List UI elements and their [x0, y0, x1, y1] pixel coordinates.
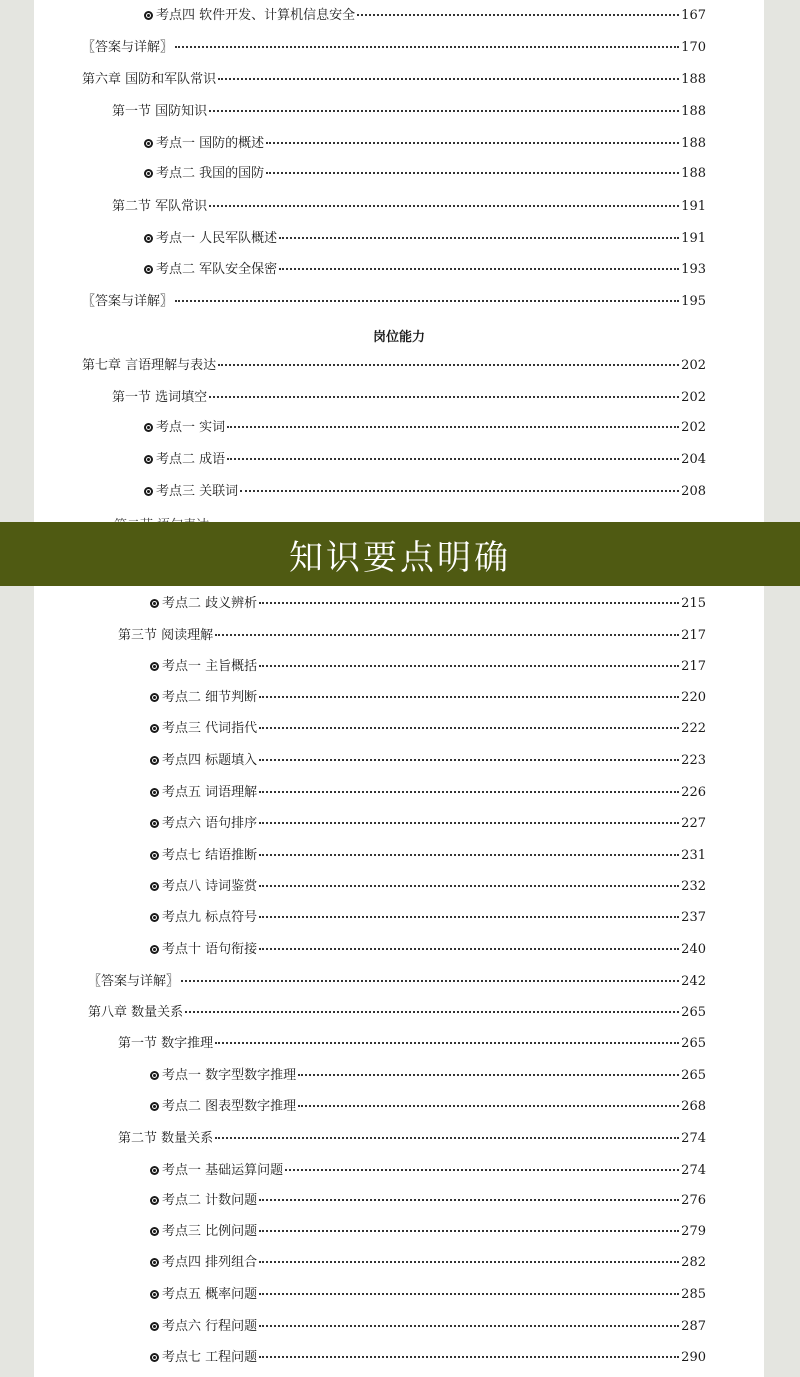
- section-heading: 岗位能力: [372, 330, 425, 345]
- toc-entry-label: [144, 452, 225, 468]
- toc-row: [150, 1224, 706, 1240]
- toc-entry-label: [150, 1350, 257, 1366]
- toc-row: [150, 1350, 706, 1366]
- toc-page-bottom: [34, 586, 764, 1377]
- toc-page-number: 170: [681, 40, 706, 55]
- dot-leader: [259, 947, 679, 950]
- dot-leader: [298, 1104, 679, 1107]
- toc-page-number: 188: [681, 136, 706, 151]
- toc-page-number: 167: [681, 8, 706, 23]
- toc-page-number: 204: [681, 452, 706, 467]
- toc-entry-text: 考点二 细节判断: [162, 690, 258, 705]
- bullet-circle-icon: [150, 599, 159, 608]
- toc-entry-text: 考点八 诗词鉴赏: [162, 879, 258, 894]
- toc-entry-label: [88, 1005, 183, 1021]
- toc-page-number: 191: [681, 199, 706, 214]
- toc-entry-label: [150, 910, 257, 926]
- bullet-circle-icon: [144, 487, 153, 496]
- toc-entry-label: [144, 484, 238, 500]
- toc-row: [82, 358, 706, 374]
- toc-entry-text: 考点二 成语: [156, 452, 226, 467]
- toc-entry-text: 第二节 军队常识: [112, 199, 208, 214]
- toc-row: [118, 1131, 706, 1147]
- toc-entry-label: [150, 1224, 257, 1240]
- bullet-circle-icon: [144, 265, 153, 274]
- toc-row: [150, 942, 706, 958]
- bullet-circle-icon: [150, 819, 159, 828]
- toc-entry-text: 考点一 基础运算问题: [162, 1163, 284, 1178]
- dot-leader: [259, 790, 679, 793]
- toc-entry-text: 考点四 排列组合: [162, 1255, 258, 1270]
- dot-leader: [259, 1260, 679, 1263]
- bullet-circle-icon: [150, 1071, 159, 1080]
- bullet-circle-icon: [150, 1227, 159, 1236]
- toc-entry-label: [82, 358, 216, 374]
- toc-entry-label: [150, 879, 257, 895]
- toc-entry-label: [118, 1131, 213, 1147]
- toc-entry-text: 考点六 语句排序: [162, 816, 258, 831]
- bullet-circle-icon: [144, 169, 153, 178]
- toc-entry-text: 考点五 词语理解: [162, 785, 258, 800]
- toc-page-number: 279: [681, 1224, 706, 1239]
- toc-page-number: 217: [681, 628, 706, 643]
- bullet-circle-icon: [150, 1353, 159, 1362]
- toc-entry-label: [118, 628, 213, 644]
- toc-entry-text: 第七章 言语理解与表达: [82, 358, 217, 373]
- dot-leader: [209, 395, 679, 398]
- toc-entry-text: 第六章 国防和军队常识: [82, 72, 217, 87]
- toc-entry-text: 考点九 标点符号: [162, 910, 258, 925]
- dot-leader: [209, 109, 679, 112]
- toc-entry-label: [150, 1163, 283, 1179]
- bullet-circle-icon: [150, 913, 159, 922]
- toc-page-number: 282: [681, 1255, 706, 1270]
- toc-row: [150, 785, 706, 801]
- toc-page-number: 237: [681, 910, 706, 925]
- toc-entry-text: 第一节 国防知识: [112, 104, 208, 119]
- toc-entry-text: 考点一 数字型数字推理: [162, 1068, 297, 1083]
- bullet-circle-icon: [150, 882, 159, 891]
- dot-leader: [227, 425, 679, 428]
- toc-entry-text: 第八章 数量关系: [88, 1005, 184, 1020]
- dot-leader: [240, 489, 679, 492]
- toc-row: [112, 104, 706, 120]
- bullet-circle-icon: [150, 693, 159, 702]
- bullet-circle-icon: [144, 234, 153, 243]
- toc-entry-label: [150, 1099, 296, 1115]
- toc-row: [150, 879, 706, 895]
- dot-leader: [259, 664, 679, 667]
- toc-entry-text: 考点一 国防的概述: [156, 136, 265, 151]
- toc-page-number: 274: [681, 1163, 706, 1178]
- toc-row: [144, 166, 706, 182]
- dot-leader: [215, 633, 679, 636]
- toc-entry-label: [82, 294, 173, 310]
- dot-leader: [259, 726, 679, 729]
- toc-page-number: 285: [681, 1287, 706, 1302]
- toc-page-number: 287: [681, 1319, 706, 1334]
- bullet-circle-icon: [150, 945, 159, 954]
- toc-page-number: 202: [681, 390, 706, 405]
- bullet-circle-icon: [150, 788, 159, 797]
- toc-entry-label: [82, 72, 216, 88]
- toc-entry-text: 考点二 计数问题: [162, 1193, 258, 1208]
- bullet-circle-icon: [144, 423, 153, 432]
- toc-row: [118, 1036, 706, 1052]
- bullet-circle-icon: [150, 1322, 159, 1331]
- dot-leader: [259, 695, 679, 698]
- toc-row: [150, 596, 706, 612]
- toc-row: [150, 1319, 706, 1335]
- toc-entry-label: [150, 1287, 257, 1303]
- dot-leader: [185, 1010, 679, 1013]
- toc-entry-label: [150, 721, 257, 737]
- toc-entry-text: 考点三 比例问题: [162, 1224, 258, 1239]
- toc-entry-label: [150, 942, 257, 958]
- toc-page-number: 188: [681, 104, 706, 119]
- toc-entry-label: [144, 8, 355, 24]
- toc-entry-label: [144, 420, 225, 436]
- toc-entry-label: [150, 1193, 257, 1209]
- toc-entry-label: [112, 199, 207, 215]
- dot-leader: [259, 884, 679, 887]
- toc-row: [150, 910, 706, 926]
- toc-entry-text: 考点一 实词: [156, 420, 226, 435]
- toc-entry-text: 考点二 图表型数字推理: [162, 1099, 297, 1114]
- dot-leader: [259, 915, 679, 918]
- toc-row: [150, 848, 706, 864]
- toc-entry-text: 〖答案与详解〗: [82, 294, 174, 309]
- toc-row: [150, 1287, 706, 1303]
- toc-entry-text: 第三节 阅读理解: [118, 628, 214, 643]
- dot-leader: [357, 13, 679, 16]
- dot-leader: [218, 363, 679, 366]
- toc-entry-label: [150, 1068, 296, 1084]
- toc-page-number: 193: [681, 262, 706, 277]
- dot-leader: [259, 1324, 679, 1327]
- bullet-circle-icon: [150, 1258, 159, 1267]
- toc-row: [118, 628, 706, 644]
- dot-leader: [175, 45, 679, 48]
- toc-row: [150, 659, 706, 675]
- toc-row: [150, 1255, 706, 1271]
- bullet-circle-icon: [144, 455, 153, 464]
- toc-entry-label: [150, 659, 257, 675]
- toc-entry-text: 〖答案与详解〗: [82, 40, 174, 55]
- bullet-circle-icon: [150, 1290, 159, 1299]
- toc-entry-label: [112, 104, 207, 120]
- dot-leader: [266, 171, 679, 174]
- toc-page-number: 242: [681, 974, 706, 989]
- toc-entry-label: [150, 848, 257, 864]
- toc-entry-text: 第一节 数字推理: [118, 1036, 214, 1051]
- toc-entry-text: 考点二 歧义辨析: [162, 596, 258, 611]
- toc-entry-text: 考点三 关联词: [156, 484, 239, 499]
- bullet-circle-icon: [150, 662, 159, 671]
- toc-row: [150, 1099, 706, 1115]
- toc-entry-label: [82, 40, 173, 56]
- toc-row: [144, 231, 706, 247]
- toc-entry-label: [144, 262, 277, 278]
- dot-leader: [215, 1041, 679, 1044]
- bullet-circle-icon: [150, 1166, 159, 1175]
- toc-page-number: 215: [681, 596, 706, 611]
- bullet-circle-icon: [144, 139, 153, 148]
- toc-row: [88, 974, 706, 990]
- toc-entry-label: [150, 596, 257, 612]
- toc-entry-label: [144, 136, 264, 152]
- dot-leader: [259, 758, 679, 761]
- toc-entry-label: [112, 390, 207, 406]
- banner-text: 知识要点明确: [289, 537, 511, 578]
- dot-leader: [266, 141, 679, 144]
- toc-page-number: 276: [681, 1193, 706, 1208]
- toc-page-number: 188: [681, 72, 706, 87]
- toc-row: [150, 1163, 706, 1179]
- toc-entry-text: 考点二 我国的国防: [156, 166, 265, 181]
- toc-entry-text: 考点三 代词指代: [162, 721, 258, 736]
- toc-entry-text: 考点二 军队安全保密: [156, 262, 278, 277]
- dot-leader: [227, 457, 679, 460]
- toc-page-number: 217: [681, 659, 706, 674]
- toc-entry-text: 〖答案与详解〗: [88, 974, 180, 989]
- toc-page-number: 231: [681, 848, 706, 863]
- toc-entry-text: 考点一 人民军队概述: [156, 231, 278, 246]
- dot-leader: [259, 601, 679, 604]
- bullet-circle-icon: [150, 1196, 159, 1205]
- toc-page-number: 232: [681, 879, 706, 894]
- toc-entry-label: [150, 1319, 257, 1335]
- toc-row: [144, 262, 706, 278]
- dot-leader: [259, 1198, 679, 1201]
- toc-entry-text: 考点五 概率问题: [162, 1287, 258, 1302]
- toc-page-number: 202: [681, 420, 706, 435]
- dot-leader: [298, 1073, 679, 1076]
- toc-entry-label: [150, 753, 257, 769]
- toc-entry-text: 考点一 主旨概括: [162, 659, 258, 674]
- toc-entry-label: [144, 166, 264, 182]
- dot-leader: [259, 1355, 679, 1358]
- toc-entry-text: 第一节 选词填空: [112, 390, 208, 405]
- toc-entry-text: 考点四 标题填入: [162, 753, 258, 768]
- toc-page-number: 208: [681, 484, 706, 499]
- toc-row: [144, 136, 706, 152]
- dot-leader: [175, 299, 679, 302]
- dot-leader: [259, 1229, 679, 1232]
- toc-entry-text: 考点十 语句衔接: [162, 942, 258, 957]
- dot-leader: [279, 267, 679, 270]
- toc-page-number: 188: [681, 166, 706, 181]
- toc-page-number: 202: [681, 358, 706, 373]
- toc-row: [82, 40, 706, 56]
- toc-entry-text: 考点四 软件开发、计算机信息安全: [156, 8, 356, 23]
- toc-row: [150, 1068, 706, 1084]
- toc-page-number: 223: [681, 753, 706, 768]
- toc-entry-text: 考点七 工程问题: [162, 1350, 258, 1365]
- toc-row: [112, 199, 706, 215]
- banner: [0, 522, 800, 586]
- dot-leader: [259, 821, 679, 824]
- toc-page-number: 222: [681, 721, 706, 736]
- toc-row: [112, 390, 706, 406]
- toc-row: [88, 1005, 706, 1021]
- toc-row: [144, 484, 706, 500]
- toc-row: [150, 721, 706, 737]
- toc-page-number: 274: [681, 1131, 706, 1146]
- dot-leader: [279, 236, 679, 239]
- bullet-circle-icon: [150, 1102, 159, 1111]
- toc-entry-label: [144, 231, 277, 247]
- toc-row: [150, 690, 706, 706]
- bullet-circle-icon: [144, 11, 153, 20]
- toc-page-number: 227: [681, 816, 706, 831]
- dot-leader: [259, 1292, 679, 1295]
- toc-entry-label: [150, 690, 257, 706]
- toc-page-number: 290: [681, 1350, 706, 1365]
- dot-leader: [215, 1136, 679, 1139]
- toc-row: [82, 294, 706, 310]
- toc-page-number: 226: [681, 785, 706, 800]
- bullet-circle-icon: [150, 724, 159, 733]
- toc-entry-text: 第二节 数量关系: [118, 1131, 214, 1146]
- toc-row: [144, 8, 706, 24]
- toc-row: [144, 420, 706, 436]
- toc-entry-label: [88, 974, 179, 990]
- dot-leader: [259, 853, 679, 856]
- dot-leader: [209, 204, 679, 207]
- dot-leader: [218, 77, 679, 80]
- toc-entry-label: [150, 1255, 257, 1271]
- toc-row: [150, 816, 706, 832]
- toc-page-number: 265: [681, 1005, 706, 1020]
- toc-entry-label: [150, 816, 257, 832]
- bullet-circle-icon: [150, 851, 159, 860]
- dot-leader: [285, 1168, 679, 1171]
- toc-page-number: 268: [681, 1099, 706, 1114]
- toc-row: [82, 72, 706, 88]
- toc-row: [150, 1193, 706, 1209]
- bullet-circle-icon: [150, 756, 159, 765]
- toc-entry-text: 考点七 结语推断: [162, 848, 258, 863]
- toc-page-top: [34, 0, 764, 522]
- toc-page-number: 191: [681, 231, 706, 246]
- toc-page-number: 220: [681, 690, 706, 705]
- toc-row: [150, 753, 706, 769]
- toc-page-number: 240: [681, 942, 706, 957]
- toc-entry-label: [150, 785, 257, 801]
- toc-page-number: 195: [681, 294, 706, 309]
- toc-entry-text: 考点六 行程问题: [162, 1319, 258, 1334]
- toc-entry-label: [118, 1036, 213, 1052]
- toc-page-number: 265: [681, 1068, 706, 1083]
- toc-page-number: 265: [681, 1036, 706, 1051]
- toc-row: [144, 452, 706, 468]
- dot-leader: [181, 979, 679, 982]
